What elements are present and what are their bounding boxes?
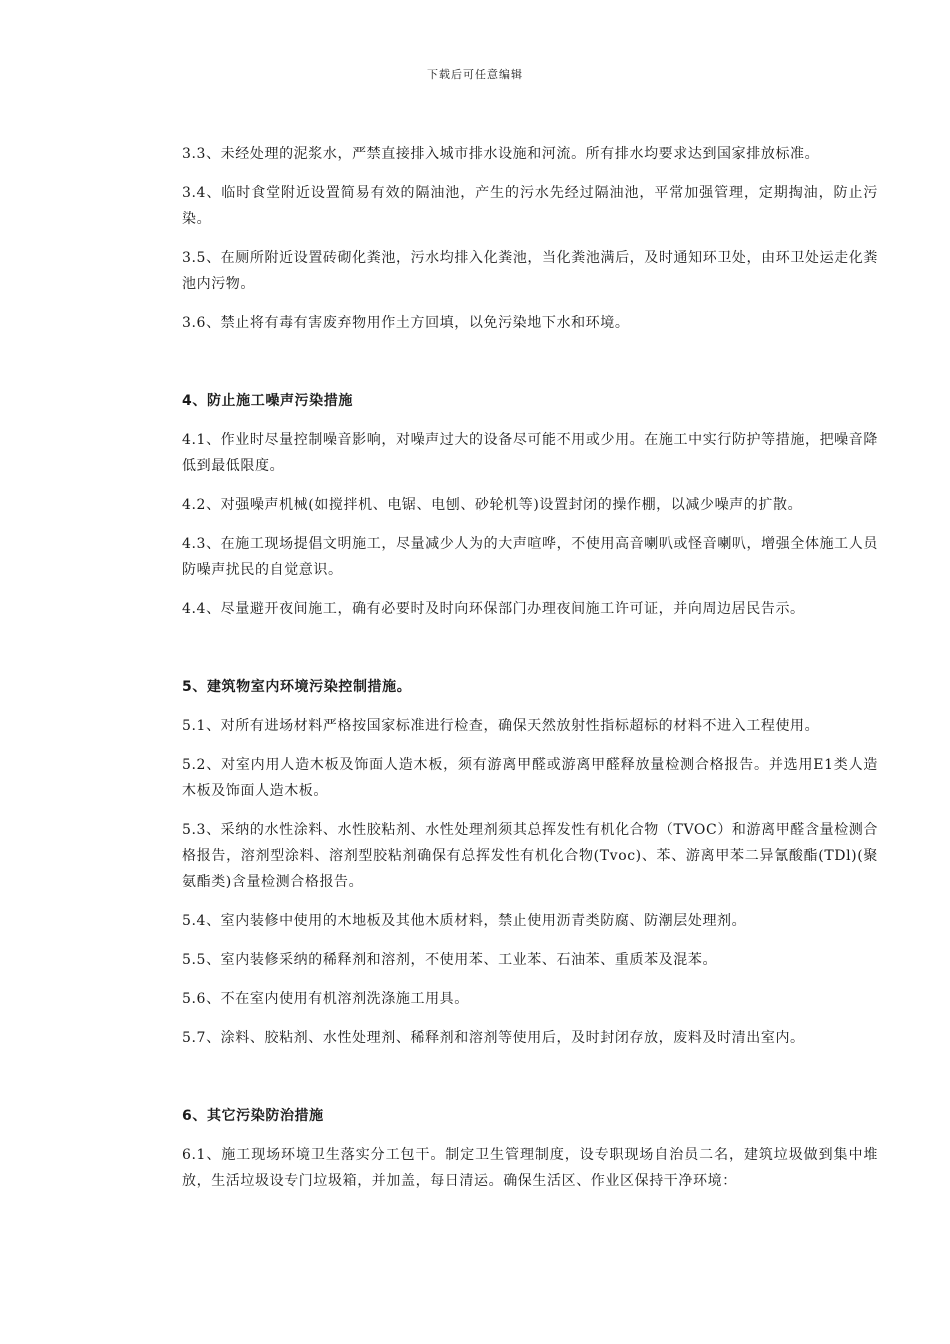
paragraph-5-1: 5.1、对所有进场材料严格按国家标准进行检查，确保天然放射性指标超标的材料不进入工程使用。 <box>182 718 820 734</box>
section-4-heading: 4、防止施工噪声污染措施 <box>182 393 353 409</box>
paragraph-5-4: 5.4、室内装修中使用的木地板及其他木质材料，禁止使用沥青类防腐、防潮层处理剂。 <box>182 913 747 929</box>
section-5-heading: 5、建筑物室内环境污染控制措施。 <box>182 679 412 695</box>
header-note: 下载后可任意编辑 <box>427 68 523 81</box>
paragraph-4-3: 4.3、在施工现场提倡文明施工，尽量减少人为的大声喧哗，不使用高音喇叭或怪音喇叭，增强全体施工人员防噪声扰民的自觉意识。 <box>182 536 878 578</box>
paragraph-5-2: 5.2、对室内用人造木板及饰面人造木板，须有游离甲醛或游离甲醛释放量检测合格报告。并选用E1类人造木板及饰面人造木板。 <box>182 757 878 799</box>
paragraph-6-1: 6.1、施工现场环境卫生落实分工包干。制定卫生管理制度，设专职现场自治员二名，建筑垃圾做到集中堆放，生活垃圾设专门垃圾箱，并加盖，每日清运。确保生活区、作业区保持干净环境： <box>182 1147 878 1189</box>
paragraph-5-6: 5.6、不在室内使用有机溶剂洗涤施工用具。 <box>182 991 469 1007</box>
paragraph-5-3: 5.3、采纳的水性涂料、水性胶粘剂、水性处理剂须其总挥发性有机化合物（TVOC）和游离甲醛含量检测合格报告，溶剂型涂料、溶剂型胶粘剂确保有总挥发性有机化合物(Tvoc)、苯、游离甲苯二异氰酸酯(TDl)(聚氨酯类)含量检测合格报告。 <box>182 822 878 890</box>
document-body <box>182 141 878 1207</box>
paragraph-5-5: 5.5、室内装修采纳的稀释剂和溶剂，不使用苯、工业苯、石油苯、重质苯及混苯。 <box>182 952 718 968</box>
paragraph-3-5: 3.5、在厕所附近设置砖砌化粪池，污水均排入化粪池，当化粪池满后，及时通知环卫处，由环卫处运走化粪池内污物。 <box>182 250 878 292</box>
paragraph-3-6: 3.6、禁止将有毒有害废弃物用作土方回填，以免污染地下水和环境。 <box>182 315 630 331</box>
paragraph-4-1: 4.1、作业时尽量控制噪音影响，对噪声过大的设备尽可能不用或少用。在施工中实行防护等措施，把噪音降低到最低限度。 <box>182 432 878 474</box>
paragraph-5-7: 5.7、涂料、胶粘剂、水性处理剂、稀释剂和溶剂等使用后，及时封闭存放，废料及时清出室内。 <box>182 1030 805 1046</box>
paragraph-3-3: 3.3、未经处理的泥浆水，严禁直接排入城市排水设施和河流。所有排水均要求达到国家排放标准。 <box>182 146 820 162</box>
paragraph-4-2: 4.2、对强噪声机械(如搅拌机、电锯、电刨、砂轮机等)设置封闭的操作棚，以减少噪声的扩散。 <box>182 497 803 513</box>
paragraph-4-4: 4.4、尽量避开夜间施工，确有必要时及时向环保部门办理夜间施工许可证，并向周边居民告示。 <box>182 601 805 617</box>
paragraph-3-4: 3.4、临时食堂附近设置简易有效的隔油池，产生的污水先经过隔油池，平常加强管理，定期掏油，防止污染。 <box>182 185 878 227</box>
section-6-heading: 6、其它污染防治措施 <box>182 1108 324 1124</box>
